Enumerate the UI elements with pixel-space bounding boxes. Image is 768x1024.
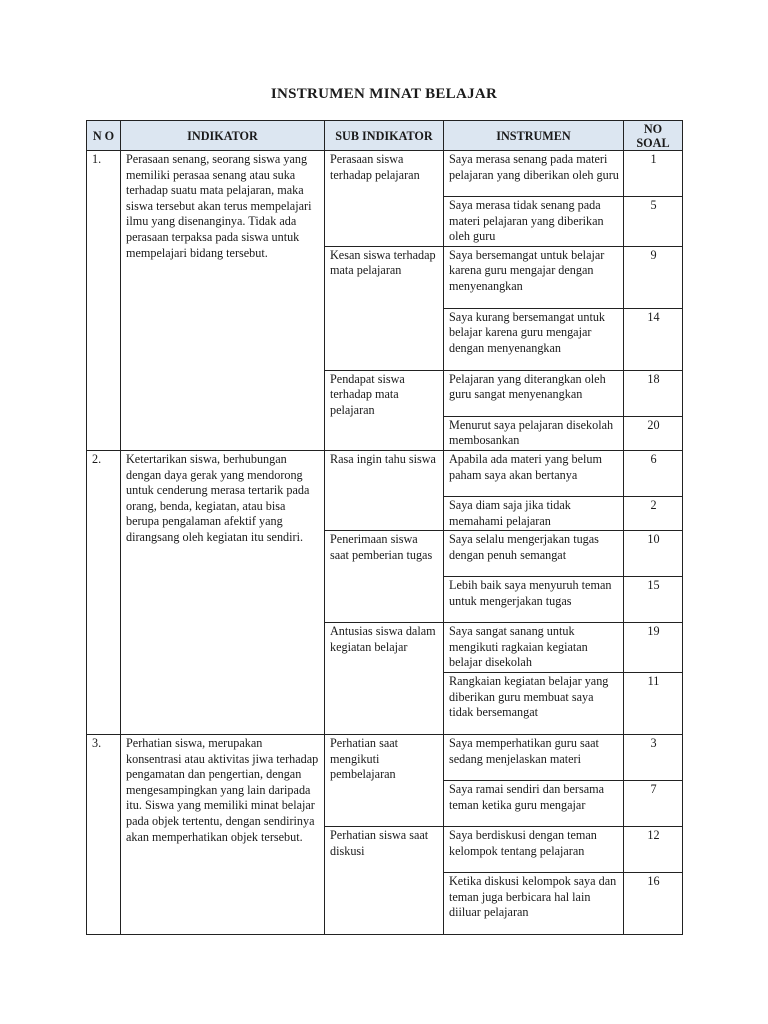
- no-soal-cell: 3: [624, 734, 683, 780]
- row-number: 2.: [87, 450, 121, 734]
- instrumen-cell: Saya bersemangat untuk belajar karena guru mengajar dengan menyenangkan: [444, 246, 624, 308]
- sub-indikator-cell: Perasaan siswa terhadap pelajaran: [325, 151, 444, 247]
- no-soal-cell: 1: [624, 151, 683, 197]
- sub-indikator-cell: Perhatian saat mengikuti pembelajaran: [325, 734, 444, 826]
- table-header-row: [87, 121, 683, 151]
- instrumen-cell: Saya kurang bersemangat untuk belajar karena guru mengajar dengan menyenangkan: [444, 308, 624, 370]
- instrumen-cell: Saya diam saja jika tidak memahami pelajaran: [444, 496, 624, 530]
- row-number: 1.: [87, 151, 121, 451]
- no-soal-cell: 16: [624, 872, 683, 934]
- instrumen-cell: Menurut saya pelajaran disekolah membosankan: [444, 416, 624, 450]
- sub-indikator-cell: Antusias siswa dalam kegiatan belajar: [325, 623, 444, 735]
- instrument-table: [86, 120, 683, 935]
- document-title: INSTRUMEN MINAT BELAJAR: [270, 86, 498, 102]
- indikator-cell: Perhatian siswa, merupakan konsentrasi atau aktivitas jiwa terhadap pengamatan dan pengertian, dengan mengesampingkan yang lain daripada itu. Siswa yang memiliki minat belajar pada objek tertentu, dengan sendirinya akan memperhatikan objek tersebut.: [121, 734, 325, 934]
- instrumen-cell: Saya selalu mengerjakan tugas dengan penuh semangat: [444, 531, 624, 577]
- table-row: [87, 151, 683, 197]
- sub-indikator-cell: Kesan siswa terhadap mata pelajaran: [325, 246, 444, 370]
- instrumen-cell: Saya sangat sanang untuk mengikuti ragkaian kegiatan belajar disekolah: [444, 623, 624, 673]
- no-soal-cell: 12: [624, 826, 683, 872]
- sub-indikator-cell: Rasa ingin tahu siswa: [325, 450, 444, 530]
- header-sub-indikator: SUB INDIKATOR: [325, 121, 444, 151]
- table-body: [87, 151, 683, 935]
- instrumen-cell: Saya ramai sendiri dan bersama teman ketika guru mengajar: [444, 780, 624, 826]
- no-soal-cell: 7: [624, 780, 683, 826]
- no-soal-cell: 11: [624, 672, 683, 734]
- sub-indikator-cell: Perhatian siswa saat diskusi: [325, 826, 444, 934]
- instrumen-cell: Apabila ada materi yang belum paham saya akan bertanya: [444, 450, 624, 496]
- header-indikator: INDIKATOR: [121, 121, 325, 151]
- instrumen-cell: Saya memperhatikan guru saat sedang menjelaskan materi: [444, 734, 624, 780]
- instrumen-cell: Pelajaran yang diterangkan oleh guru sangat menyenangkan: [444, 370, 624, 416]
- no-soal-cell: 19: [624, 623, 683, 673]
- table-row: [87, 450, 683, 496]
- sub-indikator-cell: Penerimaan siswa saat pemberian tugas: [325, 531, 444, 623]
- no-soal-cell: 18: [624, 370, 683, 416]
- no-soal-cell: 9: [624, 246, 683, 308]
- instrumen-cell: Saya berdiskusi dengan teman kelompok tentang pelajaran: [444, 826, 624, 872]
- no-soal-cell: 20: [624, 416, 683, 450]
- indikator-cell: Ketertarikan siswa, berhubungan dengan daya gerak yang mendorong untuk cenderung merasa tertarik pada orang, benda, kegiatan, atau bisa berupa pengalaman afektif yang dirangsang oleh kegiatan itu sendiri.: [121, 450, 325, 734]
- header-no: N O: [87, 121, 121, 151]
- row-number: 3.: [87, 734, 121, 934]
- header-instrumen: INSTRUMEN: [444, 121, 624, 151]
- no-soal-cell: 2: [624, 496, 683, 530]
- instrumen-cell: Saya merasa senang pada materi pelajaran yang diberikan oleh guru: [444, 151, 624, 197]
- no-soal-cell: 14: [624, 308, 683, 370]
- indikator-cell: Perasaan senang, seorang siswa yang memiliki perasaa senang atau suka terhadap suatu mata pelajaran, maka siswa tersebut akan terus mempelajari ilmu yang disenanginya. Tidak ada perasaan terpaksa pada siswa untuk mempelajari bidang tersebut.: [121, 151, 325, 451]
- no-soal-cell: 6: [624, 450, 683, 496]
- table-row: [87, 734, 683, 780]
- no-soal-cell: 10: [624, 531, 683, 577]
- instrumen-cell: Lebih baik saya menyuruh teman untuk mengerjakan tugas: [444, 577, 624, 623]
- no-soal-cell: 5: [624, 197, 683, 247]
- instrumen-cell: Rangkaian kegiatan belajar yang diberikan guru membuat saya tidak bersemangat: [444, 672, 624, 734]
- instrumen-cell: Ketika diskusi kelompok saya dan teman juga berbicara hal lain diiluar pelajaran: [444, 872, 624, 934]
- sub-indikator-cell: Pendapat siswa terhadap mata pelajaran: [325, 370, 444, 450]
- header-no-soal: NO SOAL: [624, 121, 683, 151]
- instrumen-cell: Saya merasa tidak senang pada materi pelajaran yang diberikan oleh guru: [444, 197, 624, 247]
- no-soal-cell: 15: [624, 577, 683, 623]
